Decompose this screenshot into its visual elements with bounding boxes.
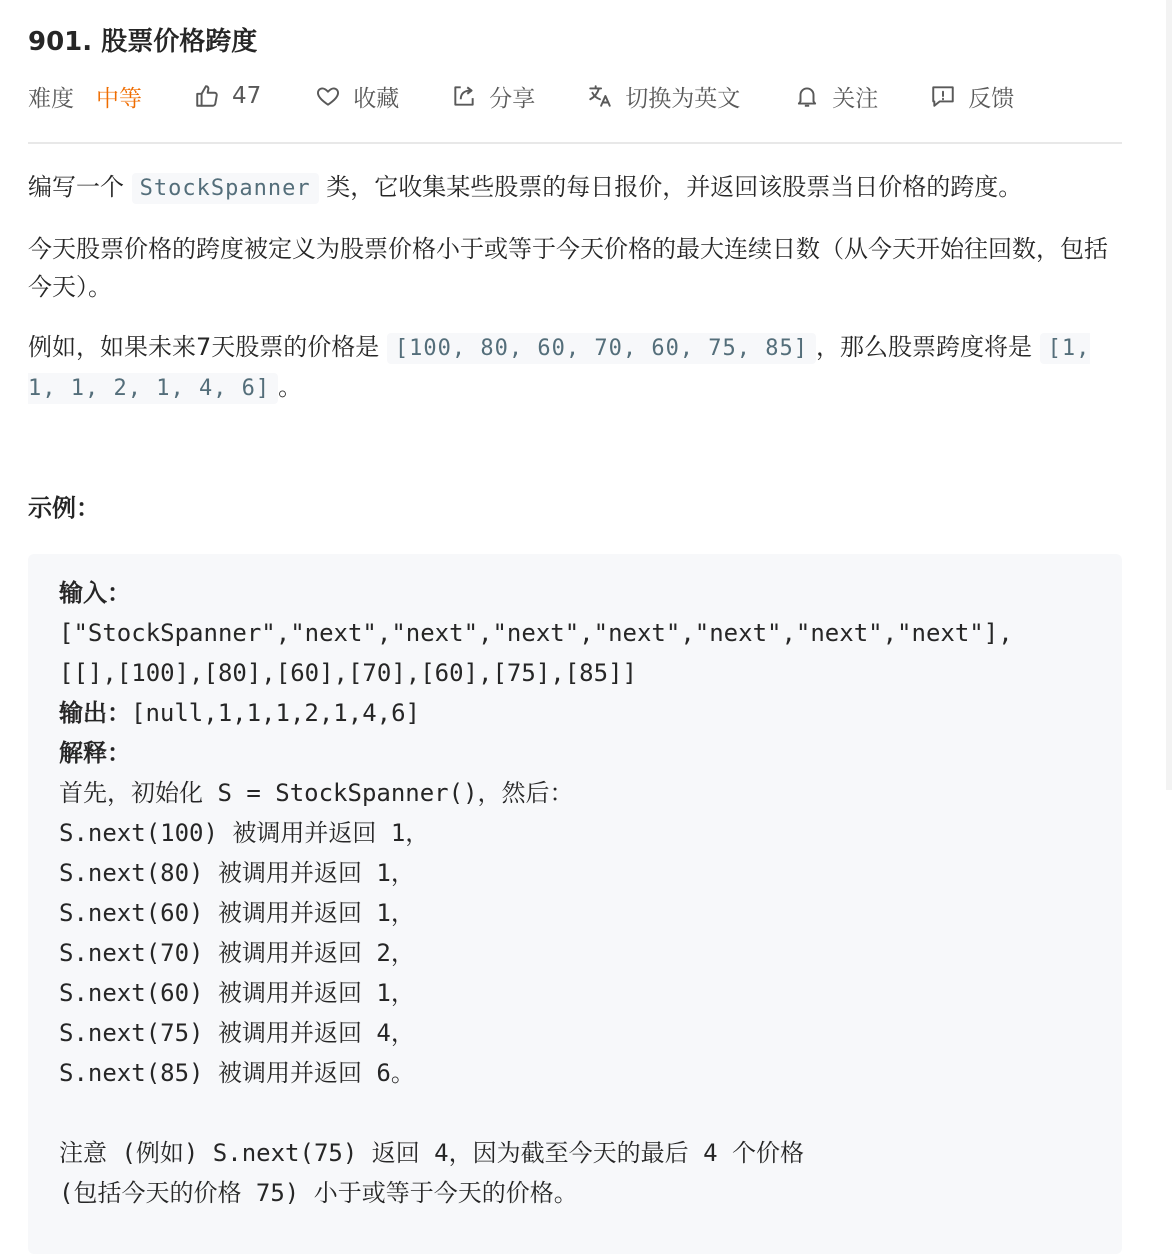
header-divider bbox=[28, 142, 1122, 144]
share-icon bbox=[451, 83, 477, 109]
description-paragraph-1 bbox=[28, 168, 1122, 208]
thumbs-up-icon bbox=[194, 83, 220, 109]
description-text: ，那么股票跨度将是 bbox=[816, 333, 1040, 361]
example-heading: 示例： bbox=[28, 494, 100, 522]
translate-icon bbox=[587, 83, 613, 109]
description-paragraph-2: 今天股票价格的跨度被定义为股票价格小于或等于今天价格的最大连续日数（从今天开始往回数，包括今天）。 bbox=[28, 235, 1108, 301]
input-label: 输入： bbox=[59, 579, 131, 607]
code-line: 注意 (例如) S.next(75) 返回 4，因为截至今天的最后 4 个价格 bbox=[59, 1139, 804, 1167]
description-text: 例如，如果未来7天股票的价格是 bbox=[28, 333, 387, 361]
code-line bbox=[59, 733, 131, 773]
scrollbar-track[interactable] bbox=[1166, 0, 1172, 790]
difficulty-badge: 中等 bbox=[96, 85, 142, 112]
description-text: 类，它收集某些股票的每日报价，并返回该股票当日价格的跨度。 bbox=[318, 173, 1023, 201]
switch-language-button[interactable] bbox=[587, 80, 740, 113]
inline-code-prices: [100, 80, 60, 70, 60, 75, 85] bbox=[387, 333, 816, 364]
code-line: S.next(60) 被调用并返回 1， bbox=[59, 979, 415, 1007]
like-count: 47 bbox=[232, 83, 262, 109]
code-line: (包括今天的价格 75) 小于或等于今天的价格。 bbox=[59, 1179, 578, 1207]
description-text: 编写一个 bbox=[28, 173, 132, 201]
code-line: S.next(80) 被调用并返回 1， bbox=[59, 859, 415, 887]
bell-icon bbox=[794, 83, 820, 109]
favorite-label: 收藏 bbox=[353, 85, 400, 112]
code-line: S.next(60) 被调用并返回 1， bbox=[59, 899, 415, 927]
difficulty-label: 难度 bbox=[28, 85, 74, 112]
feedback-icon bbox=[930, 83, 956, 109]
follow-button[interactable] bbox=[794, 80, 878, 113]
problem-toolbar bbox=[28, 78, 1014, 114]
problem-title: 901. 股票价格跨度 bbox=[28, 27, 258, 57]
code-line: 首先，初始化 S = StockSpanner()，然后： bbox=[59, 779, 574, 807]
output-value: [null,1,1,1,2,1,4,6] bbox=[131, 699, 420, 727]
inline-code-spans: [1, 1, 1, 2, 1, 4, 6] bbox=[28, 333, 1090, 404]
code-line: S.next(85) 被调用并返回 6。 bbox=[59, 1059, 415, 1087]
example-code-block bbox=[28, 554, 1122, 1254]
like-button[interactable] bbox=[194, 83, 261, 109]
share-button[interactable] bbox=[451, 80, 535, 113]
follow-label: 关注 bbox=[832, 85, 879, 112]
feedback-button[interactable] bbox=[930, 80, 1014, 113]
share-label: 分享 bbox=[489, 85, 536, 112]
description-text: 。 bbox=[278, 373, 303, 401]
code-line bbox=[59, 573, 131, 613]
code-line: S.next(100) 被调用并返回 1， bbox=[59, 819, 430, 847]
code-line: S.next(75) 被调用并返回 4， bbox=[59, 1019, 415, 1047]
code-line: S.next(70) 被调用并返回 2， bbox=[59, 939, 415, 967]
explain-label: 解释： bbox=[59, 739, 131, 767]
code-line: ["StockSpanner","next","next","next","next","next","next","next"], bbox=[59, 619, 1013, 647]
code-line: [[],[100],[80],[60],[70],[60],[75],[85]] bbox=[59, 659, 637, 687]
code-line bbox=[59, 693, 420, 733]
favorite-button[interactable] bbox=[315, 80, 399, 113]
heart-icon bbox=[315, 83, 341, 109]
description-paragraph-3 bbox=[28, 328, 1122, 408]
inline-code-class-name: StockSpanner bbox=[132, 173, 319, 204]
feedback-label: 反馈 bbox=[968, 85, 1015, 112]
switch-language-label: 切换为英文 bbox=[625, 85, 741, 112]
output-label: 输出： bbox=[59, 699, 131, 727]
